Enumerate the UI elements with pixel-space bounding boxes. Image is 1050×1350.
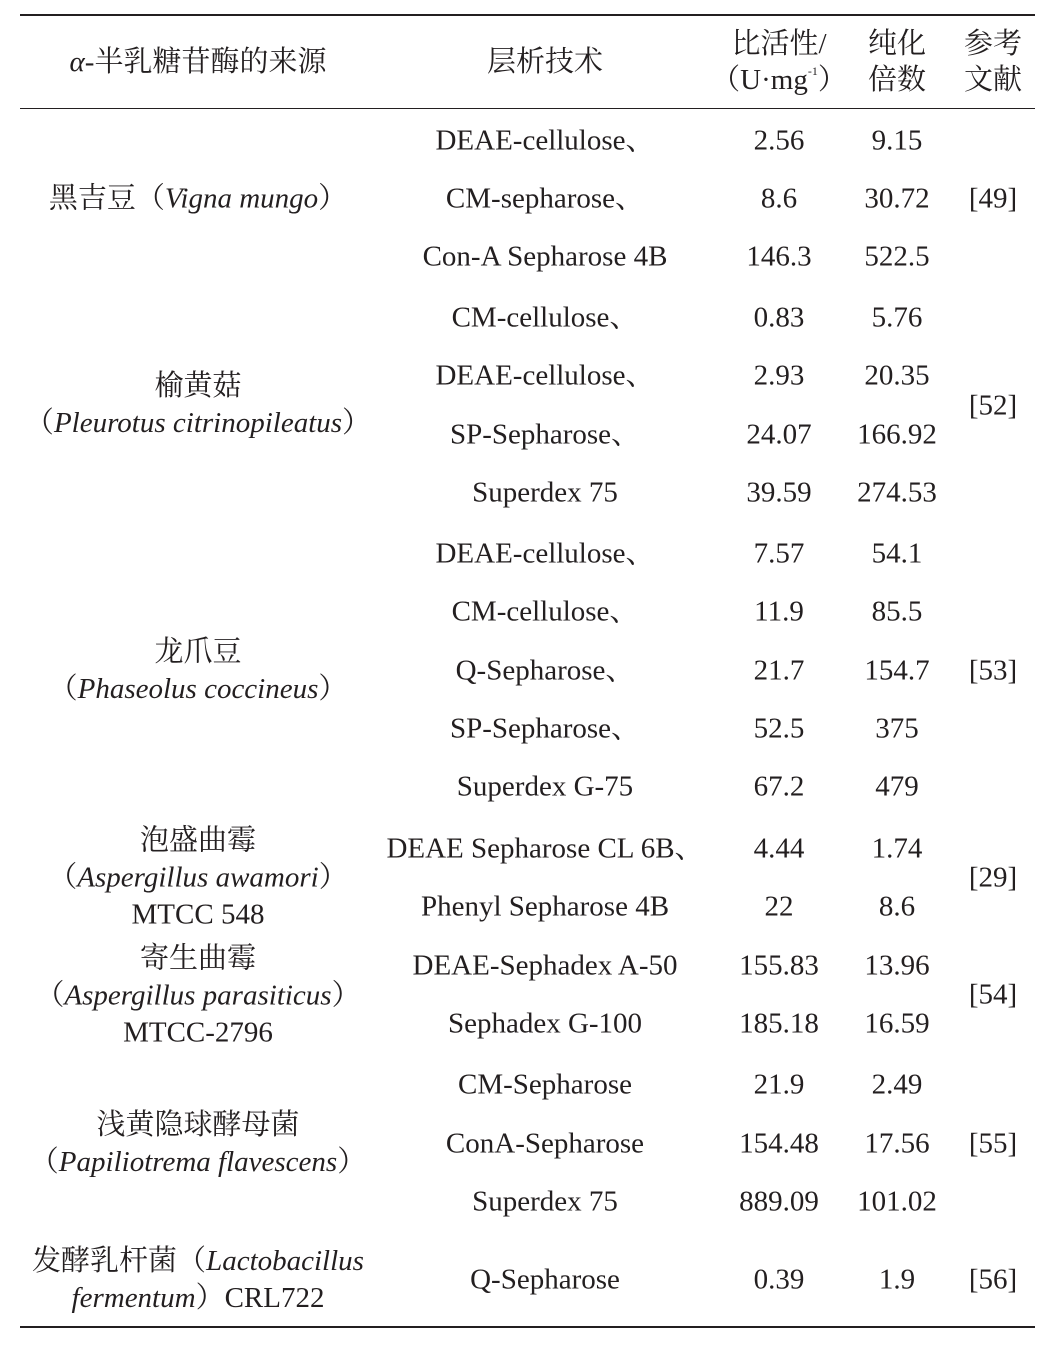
source-line: [48, 897, 347, 934]
source-latin-name: Aspergillus parasiticus: [64, 979, 332, 1012]
source-chinese-name: 发酵乳杆菌（: [32, 1245, 207, 1277]
fold-cell: 17.56: [864, 1127, 930, 1160]
table-top-rule: [20, 14, 1035, 16]
fold-cell: 85.5: [871, 595, 923, 628]
technique-cell: Q-Sepharose: [470, 1263, 620, 1296]
technique-cell: SP-Sepharose、: [449, 712, 641, 745]
technique-cell: ConA-Sepharose: [445, 1127, 645, 1160]
fold-cell: 479: [875, 770, 919, 803]
source-cell: [25, 368, 371, 442]
activity-cell: 185.18: [739, 1007, 819, 1040]
header-ref: 参考 文献: [963, 28, 1023, 96]
technique-cell: CM-cellulose、: [451, 595, 639, 628]
source-cell: [49, 634, 348, 708]
activity-cell: 8.6: [760, 182, 798, 215]
source-cell: [30, 1107, 366, 1181]
technique-cell: Phenyl Sepharose 4B: [420, 890, 670, 923]
technique-cell: Con-A Sepharose 4B: [422, 240, 668, 273]
reference-cell: [56]: [968, 1263, 1018, 1296]
activity-cell: 155.83: [739, 949, 819, 982]
source-latin-name: Aspergillus awamori: [77, 861, 319, 894]
source-name-suffix: ）: [318, 673, 348, 705]
source-line: [49, 671, 348, 708]
technique-cell: Q-Sepharose、: [455, 654, 635, 687]
fold-cell: 20.35: [864, 359, 930, 392]
activity-cell: 154.48: [739, 1127, 819, 1160]
source-chinese-name: 龙爪豆: [154, 636, 242, 668]
source-chinese-name: （: [48, 673, 78, 705]
activity-cell: 22: [764, 890, 794, 923]
technique-cell: Superdex 75: [472, 476, 618, 509]
source-line: [35, 941, 360, 978]
activity-cell: 21.7: [753, 654, 805, 687]
source-line: [48, 860, 347, 897]
source-chinese-name: （: [29, 1146, 59, 1178]
fold-cell: 154.7: [864, 654, 930, 687]
source-name-suffix: ）: [342, 407, 372, 439]
source-latin-name: Phaseolus coccineus: [77, 673, 319, 705]
source-chinese-name: 浅黄隐球酵母菌: [96, 1109, 300, 1141]
fold-cell: 16.59: [864, 1007, 930, 1040]
activity-cell: 67.2: [753, 770, 805, 803]
source-line: [35, 978, 360, 1015]
source-cell: [32, 1243, 364, 1317]
activity-cell: 2.93: [753, 359, 805, 392]
reference-cell: [49]: [968, 182, 1018, 215]
fold-cell: 54.1: [871, 537, 923, 570]
source-chinese-name: （: [35, 979, 65, 1012]
source-name-suffix: ）: [318, 182, 348, 215]
source-chinese-name: MTCC-2796: [123, 1016, 273, 1049]
source-chinese-name: （: [24, 407, 54, 439]
source-latin-name: Papiliotrema flavescens: [58, 1146, 338, 1178]
activity-cell: 24.07: [746, 418, 812, 451]
source-line: [25, 368, 371, 405]
technique-cell: DEAE-Sephadex A-50: [412, 949, 678, 982]
technique-cell: DEAE-cellulose、: [435, 124, 655, 157]
source-latin-name: Pleurotus citrinopileatus: [53, 407, 343, 439]
header-fold: 纯化 倍数: [867, 28, 927, 96]
source-latin-name: Vigna mungo: [164, 182, 319, 215]
technique-cell: CM-cellulose、: [451, 301, 639, 334]
activity-cell: 21.9: [753, 1068, 805, 1101]
activity-cell: 4.44: [753, 832, 805, 865]
reference-cell: [54]: [968, 978, 1018, 1011]
source-chinese-name: 榆黄菇: [154, 370, 242, 402]
fold-cell: 1.9: [878, 1263, 916, 1296]
table-bottom-rule: [20, 1326, 1035, 1328]
source-cell: [48, 823, 347, 934]
fold-cell: 101.02: [857, 1185, 937, 1218]
technique-cell: Sephadex G-100: [447, 1007, 643, 1040]
source-line: [32, 1280, 364, 1317]
source-cell: [35, 941, 360, 1052]
fold-cell: 8.6: [878, 890, 916, 923]
header-activity: 比活性/ $(U\cdot mg^{-1})$: [711, 28, 847, 96]
source-chinese-name: 泡盛曲霉: [139, 824, 257, 857]
source-line: [25, 405, 371, 442]
source-line: [30, 1107, 366, 1144]
source-name-suffix: ）CRL722: [195, 1282, 325, 1314]
source-chinese-name: （: [48, 861, 78, 894]
activity-cell: 11.9: [754, 595, 804, 628]
header-source: α-半乳糖苷酶的来源: [69, 46, 327, 78]
source-name-suffix: ）: [318, 861, 348, 894]
activity-cell: 2.56: [753, 124, 805, 157]
source-line: [35, 1015, 360, 1052]
activity-cell: 889.09: [739, 1185, 819, 1218]
fold-cell: 166.92: [857, 418, 937, 451]
technique-cell: CM-sepharose、: [445, 182, 645, 215]
fold-cell: 2.49: [871, 1068, 923, 1101]
header-technique: 层析技术: [486, 46, 604, 78]
reference-cell: [55]: [968, 1127, 1018, 1159]
source-latin-name: Lactobacillus: [206, 1245, 364, 1277]
source-chinese-name: 寄生曲霉: [139, 942, 257, 975]
fold-cell: 9.15: [871, 124, 923, 157]
fold-cell: 375: [875, 712, 919, 745]
source-line: [30, 1144, 366, 1181]
technique-cell: DEAE Sepharose CL 6B、: [386, 832, 704, 865]
activity-cell: 0.83: [753, 301, 805, 334]
source-chinese-name: MTCC 548: [131, 898, 265, 931]
source-name-suffix: ）: [331, 979, 361, 1012]
technique-cell: Superdex G-75: [456, 770, 634, 803]
activity-cell: 146.3: [746, 240, 812, 273]
reference-cell: [52]: [968, 389, 1018, 421]
technique-cell: CM-Sepharose: [458, 1068, 632, 1101]
activity-cell: 7.57: [753, 537, 805, 570]
source-cell: [49, 181, 347, 218]
source-latin-name: fermentum: [71, 1282, 196, 1314]
activity-cell: 39.59: [746, 476, 812, 509]
source-line: [48, 823, 347, 860]
source-line: [32, 1243, 364, 1280]
table-header-rule: [20, 108, 1035, 109]
source-chinese-name: 黑吉豆（: [48, 182, 165, 215]
activity-cell: 52.5: [753, 712, 805, 745]
fold-cell: 1.74: [871, 832, 923, 865]
source-name-suffix: ）: [337, 1146, 367, 1178]
reference-cell: [29]: [968, 861, 1018, 894]
fold-cell: 274.53: [857, 476, 937, 509]
fold-cell: 13.96: [864, 949, 930, 982]
activity-cell: 0.39: [753, 1263, 805, 1296]
technique-cell: DEAE-cellulose、: [435, 537, 655, 570]
technique-cell: Superdex 75: [472, 1185, 618, 1218]
technique-cell: SP-Sepharose、: [449, 418, 641, 451]
source-line: [49, 634, 348, 671]
fold-cell: 30.72: [864, 182, 930, 215]
fold-cell: 522.5: [864, 240, 930, 273]
technique-cell: DEAE-cellulose、: [435, 359, 655, 392]
source-line: [49, 181, 347, 218]
reference-cell: [53]: [968, 654, 1018, 686]
fold-cell: 5.76: [871, 301, 923, 334]
